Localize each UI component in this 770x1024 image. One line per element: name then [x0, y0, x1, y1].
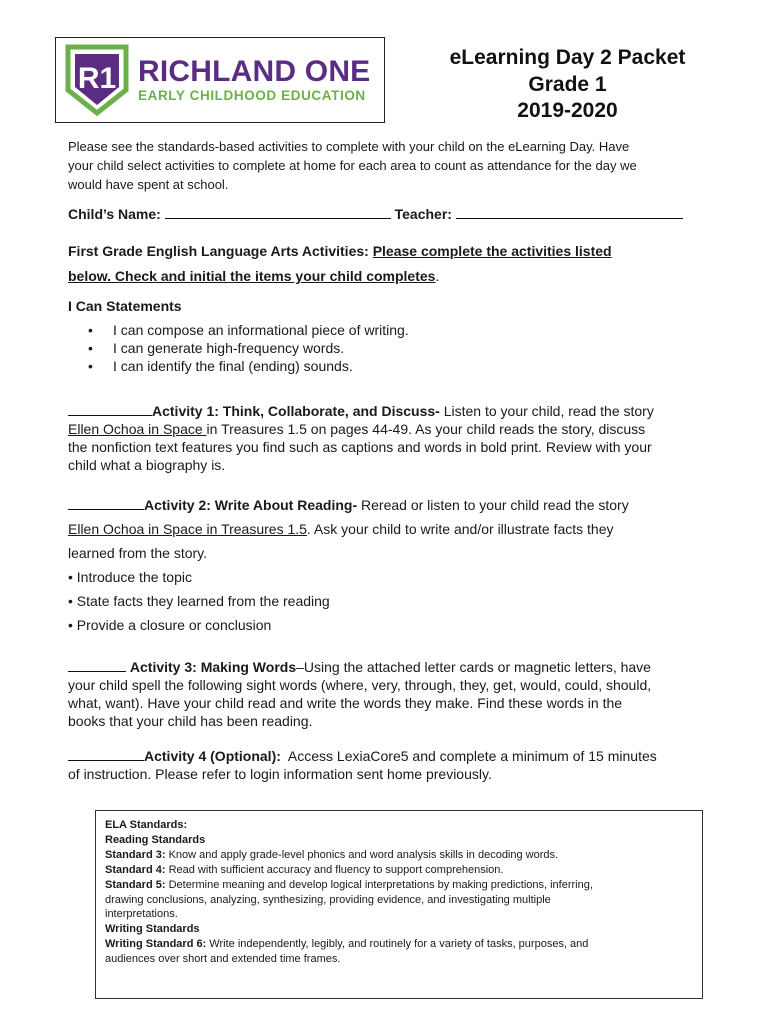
writing-standard-6: [105, 937, 588, 952]
name-fields: [68, 205, 683, 223]
standard-3-label: Standard 3:: [105, 849, 166, 861]
activity-2-title: Activity 2: Write About Reading-: [144, 497, 358, 513]
i-can-list: [88, 321, 409, 375]
standards-heading: ELA Standards:: [105, 819, 188, 831]
writing-standards-heading: Writing Standards: [105, 923, 200, 935]
activity-1-text-2: in Treasures 1.5 on pages 44-49. As your child reads the story, discuss: [206, 421, 646, 437]
activity-1-line-3: the nonfiction text features you find such as captions and words in bold print. Review with your: [68, 439, 652, 455]
activity-2-line-3: learned from the story.: [68, 545, 208, 561]
activity-3-line-2: your child spell the following sight words (where, very, through, they, get, would, could, should,: [68, 677, 652, 693]
writing-standard-6-text: Write independently, legibly, and routinely for a variety of tasks, purposes, and: [206, 938, 589, 950]
writing-standard-6-label: Writing Standard 6:: [105, 938, 207, 950]
reading-standards-heading: Reading Standards: [105, 834, 206, 846]
packet-title: eLearning Day 2 Packet: [449, 46, 686, 69]
activity-1-check-blank[interactable]: [68, 402, 152, 416]
activity-2-line-1: [68, 496, 629, 514]
ela-instruction-2: below. Check and initial the items your child completes: [68, 268, 436, 284]
activity-3-title: Activity 3: Making Words: [129, 659, 297, 675]
standard-5-line-3: interpretations.: [105, 908, 178, 920]
activity-2-check-blank[interactable]: [68, 496, 144, 510]
activity-2-story: Ellen Ochoa in Space in Treasures 1.5: [68, 521, 307, 537]
activity-4-line-2: of instruction. Please refer to login information sent home previously.: [68, 766, 492, 782]
logo-title: RICHLAND ONE: [138, 55, 371, 88]
i-can-item: • I can generate high-frequency words.: [88, 339, 409, 357]
activity-4-text: Access LexiaCore5 and complete a minimum of 15 minutes: [280, 748, 657, 764]
i-can-item: • I can compose an informational piece of writing.: [88, 321, 409, 339]
activity-2-bullet: • State facts they learned from the reading: [68, 593, 330, 609]
district-logo: [55, 37, 385, 123]
ela-instruction-line-2: [68, 267, 439, 285]
i-can-item: • I can identify the final (ending) sounds.: [88, 357, 409, 375]
standard-4-label: Standard 4:: [105, 864, 166, 876]
activity-2-text: Reread or listen to your child read the story: [357, 497, 629, 513]
intro-line-1: Please see the standards-based activities to complete with your child on the eLearning Day. Have: [68, 139, 630, 154]
child-name-field[interactable]: [165, 205, 391, 219]
logo-monogram: R1: [77, 62, 117, 95]
activity-2-line-2: [68, 520, 614, 538]
standard-5-label: Standard 5:: [105, 879, 166, 891]
activity-4-check-blank[interactable]: [68, 747, 144, 761]
activity-2-bullet: • Provide a closure or conclusion: [68, 617, 272, 633]
activity-1-title: Activity 1: Think, Collaborate, and Discuss-: [152, 403, 440, 419]
standard-3-text: Know and apply grade-level phonics and word analysis skills in decoding words.: [165, 849, 559, 861]
activity-4-line-1: [68, 747, 657, 765]
activity-1-line-2: [68, 420, 645, 438]
intro-line-3: would have spent at school.: [68, 177, 229, 192]
activity-3-line-1: [68, 658, 651, 676]
teacher-label: Teacher:: [394, 206, 452, 222]
ela-heading: [68, 242, 612, 260]
activity-1-story: Ellen Ochoa in Space: [68, 421, 207, 437]
standard-5-text: Determine meaning and develop logical interpretations by making predictions, inferring,: [165, 879, 593, 891]
activity-3-text: –Using the attached letter cards or magnetic letters, have: [296, 659, 651, 675]
ela-instruction-1: Please complete the activities listed: [372, 243, 612, 259]
teacher-name-field[interactable]: [456, 205, 683, 219]
activity-1-line-4: child what a biography is.: [68, 457, 226, 473]
ela-heading-label: First Grade English Language Arts Activities:: [68, 243, 369, 259]
grade-label: Grade 1: [528, 73, 607, 96]
standard-3: [105, 848, 558, 863]
writing-standard-6-line-2: audiences over short and extended time frames.: [105, 953, 341, 965]
standard-5: [105, 878, 593, 893]
logo-subtitle: EARLY CHILDHOOD EDUCATION: [138, 88, 366, 103]
activity-2-bullet: • Introduce the topic: [68, 569, 192, 585]
activity-3-line-3: what, want). Have your child read and write the words they make. Find these words in the: [68, 695, 623, 711]
activity-3-check-blank[interactable]: [68, 658, 126, 672]
ela-period: .: [435, 268, 440, 284]
intro-line-2: your child select activities to complete at home for each area to count as attendance for the day we: [68, 158, 637, 173]
standard-5-line-2: drawing conclusions, analyzing, synthesizing, providing evidence, and investigating multiple: [105, 894, 551, 906]
i-can-heading: I Can Statements: [68, 298, 182, 314]
school-year: 2019-2020: [517, 99, 618, 122]
activity-2-text-2: . Ask your child to write and/or illustrate facts they: [306, 521, 614, 537]
activity-4-title: Activity 4 (Optional):: [144, 748, 281, 764]
activity-1-text: Listen to your child, read the story: [439, 403, 654, 419]
standard-4-text: Read with sufficient accuracy and fluency to support comprehension.: [165, 864, 504, 876]
child-name-label: Child’s Name:: [68, 206, 161, 222]
standard-4: [105, 863, 503, 878]
activity-1-line-1: [68, 402, 654, 420]
activity-3-line-4: books that your child has been reading.: [68, 713, 313, 729]
shield-icon: [65, 44, 129, 116]
